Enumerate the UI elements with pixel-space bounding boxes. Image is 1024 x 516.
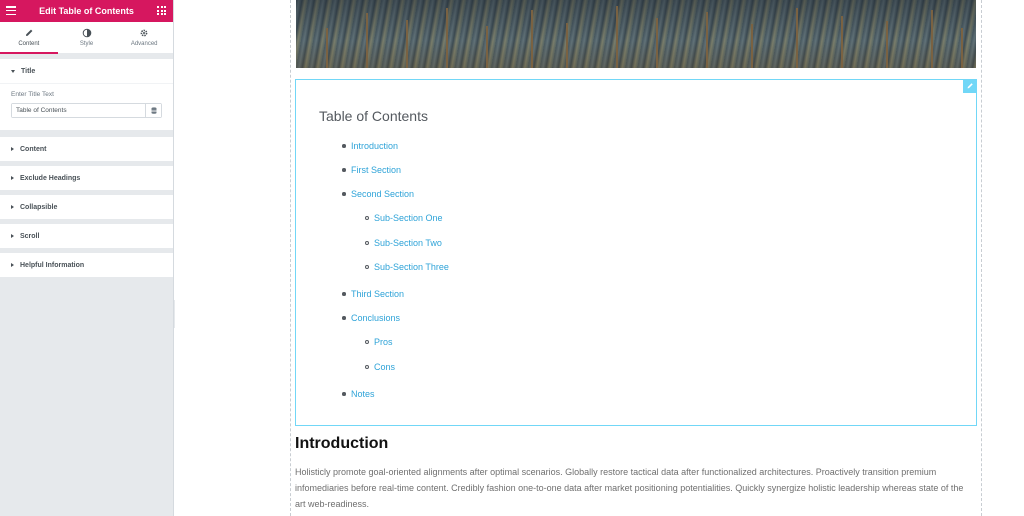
table-of-contents-widget[interactable]	[295, 79, 977, 426]
tab-style[interactable]	[58, 22, 116, 53]
toc-link-conclusions[interactable]: Conclusions	[351, 313, 400, 323]
section-label: Exclude Headings	[20, 174, 81, 182]
section-content[interactable]	[0, 137, 173, 162]
toc-link-third-section[interactable]: Third Section	[351, 289, 404, 299]
section-label: Content	[20, 145, 47, 153]
caret-right-icon	[11, 147, 14, 151]
section-exclude-headings[interactable]	[0, 166, 173, 191]
caret-right-icon	[11, 263, 14, 267]
introduction-paragraph: Holisticly promote goal-oriented alignments after optimal scenarios. Globally restore tactical data after functionalized architectures. Proactively transition premium infomediaries before real-time content. Credibly fashion one-to-one data after market positioning potentialities. Quickly synergize holistic leadership whereas state of the art web-readiness.	[295, 467, 964, 509]
title-text-label: Enter Title Text	[11, 91, 54, 98]
container-guide-right	[981, 0, 982, 516]
hero-image	[296, 0, 976, 68]
section-collapsible[interactable]	[0, 195, 173, 220]
tab-label: Style	[79, 41, 94, 47]
pencil-icon	[24, 28, 34, 38]
widgets-grid-icon[interactable]	[157, 6, 166, 15]
database-icon	[151, 107, 157, 114]
edit-widget-button[interactable]	[963, 79, 977, 93]
toc-link-first-section[interactable]: First Section	[351, 165, 401, 175]
panel-header	[0, 0, 173, 22]
section-title-header[interactable]	[0, 59, 173, 83]
toc-link-introduction[interactable]: Introduction	[351, 141, 398, 151]
tab-advanced[interactable]	[115, 22, 173, 53]
caret-right-icon	[11, 176, 14, 180]
section-title-body	[0, 83, 173, 130]
toc-link-sub-section-three[interactable]: Sub-Section Three	[374, 262, 449, 272]
panel-title: Edit Table of Contents	[39, 6, 134, 16]
toc-link-sub-section-one[interactable]: Sub-Section One	[374, 213, 443, 223]
section-title	[0, 59, 173, 131]
dynamic-tags-button[interactable]	[145, 104, 161, 117]
container-guide-left	[290, 0, 291, 516]
section-label: Collapsible	[20, 203, 58, 211]
caret-right-icon	[11, 205, 14, 209]
gear-icon	[139, 28, 149, 38]
pencil-icon	[966, 82, 974, 90]
hamburger-menu-icon[interactable]	[6, 6, 16, 15]
section-helpful-information[interactable]	[0, 253, 173, 278]
toc-title: Table of Contents	[319, 108, 428, 124]
section-label: Scroll	[20, 232, 40, 240]
tab-content[interactable]	[0, 22, 58, 53]
toc-link-pros[interactable]: Pros	[374, 337, 393, 347]
title-text-input[interactable]	[12, 104, 145, 117]
panel-tabs	[0, 22, 173, 54]
caret-down-icon	[11, 70, 15, 73]
toc-link-second-section[interactable]: Second Section	[351, 189, 414, 199]
section-label: Title	[21, 67, 36, 75]
introduction-heading: Introduction	[295, 435, 389, 452]
toc-link-sub-section-two[interactable]: Sub-Section Two	[374, 238, 442, 248]
section-label: Helpful Information	[20, 261, 85, 269]
section-scroll[interactable]	[0, 224, 173, 249]
half-circle-icon	[82, 28, 92, 38]
tab-label: Advanced	[130, 41, 158, 47]
title-text-control	[11, 103, 162, 118]
editor-panel	[0, 0, 174, 516]
toc-link-notes[interactable]: Notes	[351, 389, 375, 399]
toc-link-cons[interactable]: Cons	[374, 362, 395, 372]
tab-label: Content	[18, 41, 40, 47]
caret-right-icon	[11, 234, 14, 238]
